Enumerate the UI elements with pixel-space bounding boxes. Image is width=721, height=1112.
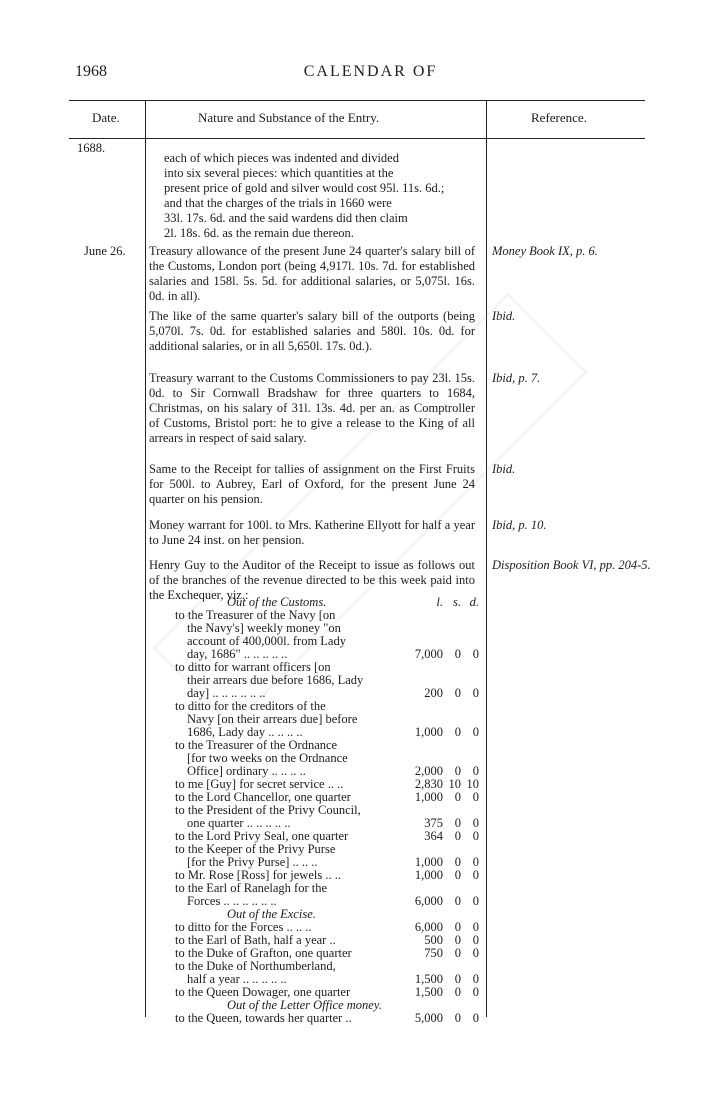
amount-d: 0 [472, 1011, 479, 1025]
payment-amount [397, 726, 479, 739]
payment-description-line: to the Queen Dowager, one quarter [175, 985, 351, 999]
payment-unit-headers [397, 596, 479, 609]
payment-description-line: to the Keeper of the Privy Purse [175, 842, 336, 856]
amount-l: 375 [424, 816, 443, 830]
amount-d: 0 [472, 764, 479, 778]
header-rule [69, 138, 645, 139]
payment-row [175, 843, 479, 869]
unit-header: d. [469, 595, 479, 609]
amount-s: 0 [454, 933, 461, 947]
amount-d: 0 [472, 855, 479, 869]
amount-s: 0 [454, 686, 461, 700]
payment-description-line: Forces .. .. .. .. .. .. [187, 894, 277, 908]
year-label: 1688. [77, 141, 106, 155]
reference-column-header: Reference. [531, 110, 587, 125]
continuation-line: each of which pieces was indented and divided [164, 151, 399, 165]
amount-s: 0 [454, 764, 461, 778]
payment-description-line: [for the Privy Purse] .. .. .. [187, 855, 318, 869]
substance-column-header: Nature and Substance of the Entry. [198, 110, 380, 125]
payment-description-line: account of 400,000l. from Lady [187, 634, 346, 648]
payment-row [175, 960, 479, 986]
payment-description-line: to the Treasurer of the Navy [on [175, 608, 336, 622]
payment-description [175, 882, 397, 908]
amount-s: 0 [454, 829, 461, 843]
amount-d: 0 [472, 985, 479, 999]
payment-row [175, 700, 479, 739]
payment-description-line: one quarter .. .. .. .. .. [187, 816, 291, 830]
payment-amount [397, 791, 479, 804]
amount-l: 750 [424, 946, 443, 960]
continuation-line: into six several pieces: which quantities at the [164, 166, 394, 180]
entry-date: June 26. [84, 244, 126, 258]
payment-description-line: their arrears due before 1686, Lady [187, 673, 364, 687]
amount-d: 0 [472, 686, 479, 700]
payment-description [175, 960, 397, 986]
amount-d: 0 [472, 946, 479, 960]
entry-text: Treasury allowance of the present June 24 quarter's salary bill of the Customs, London port (being 4,917l. 10s. 7d. for established salaries and 158l. 5s. 5d. for additional salaries, or 5,075l. 16s. 0d. in all). [149, 244, 475, 303]
payment-description-line: to me [Guy] for secret service .. .. [175, 777, 344, 791]
payment-description-line: to the President of the Privy Council, [175, 803, 361, 817]
amount-s: 0 [454, 920, 461, 934]
payment-description-line: to the Lord Chancellor, one quarter [175, 790, 351, 804]
entry-reference: Ibid, p. 7. [492, 371, 541, 385]
payment-amount [397, 687, 479, 700]
amount-s: 10 [448, 777, 461, 791]
amount-d: 0 [472, 894, 479, 908]
payment-row [175, 609, 479, 661]
amount-d: 0 [472, 790, 479, 804]
amount-l: 6,000 [414, 920, 443, 934]
amount-l: 1,000 [414, 868, 443, 882]
amount-l: 364 [424, 829, 443, 843]
payment-description-line: Navy [on their arrears due] before [187, 712, 358, 726]
payment-description-line: to the Duke of Northumberland, [175, 959, 336, 973]
amount-l: 5,000 [414, 1011, 443, 1025]
continuation-paragraph [164, 151, 475, 241]
payment-description [175, 843, 397, 869]
amount-s: 0 [454, 1011, 461, 1025]
payment-description-line: to ditto for warrant officers [on [175, 660, 331, 674]
payment-amount [397, 947, 479, 960]
amount-s: 0 [454, 946, 461, 960]
amount-s: 0 [454, 868, 461, 882]
payment-section-title: Out of the Letter Office money. [227, 998, 382, 1012]
entry-reference: Ibid. [492, 462, 516, 476]
amount-d: 0 [472, 647, 479, 661]
payment-amount [397, 895, 479, 908]
amount-d: 0 [472, 829, 479, 843]
payment-row [175, 882, 479, 908]
amount-s: 0 [454, 647, 461, 661]
amount-l: 1,000 [414, 725, 443, 739]
payment-description-line: half a year .. .. .. .. .. [187, 972, 287, 986]
running-title: CALENDAR OF [303, 63, 438, 80]
payment-row [175, 1012, 479, 1025]
payment-description-line: 1686, Lady day .. .. .. .. [187, 725, 303, 739]
payment-description-line: Office] ordinary .. .. .. .. [187, 764, 306, 778]
top-rule [69, 100, 645, 101]
payment-description-line: to the Treasurer of the Ordnance [175, 738, 338, 752]
payment-description-line: day] .. .. .. .. .. .. [187, 686, 266, 700]
payments-table [175, 596, 479, 1025]
payment-description-line: day, 1686" .. .. .. .. .. [187, 647, 288, 661]
entry-reference: Ibid. [492, 309, 516, 323]
entry-text: Money warrant for 100l. to Mrs. Katherine Ellyott for half a year to June 24 inst. on her pension. [149, 518, 475, 547]
amount-d: 0 [472, 920, 479, 934]
payment-description [175, 1012, 397, 1025]
amount-s: 0 [454, 894, 461, 908]
amount-s: 0 [454, 855, 461, 869]
amount-d: 10 [466, 777, 479, 791]
payment-description-line: to the Duke of Grafton, one quarter [175, 946, 352, 960]
amount-s: 0 [454, 972, 461, 986]
entry-reference: Disposition Book VI, pp. 204-5. [492, 558, 651, 572]
payment-description [175, 661, 397, 700]
amount-d: 0 [472, 868, 479, 882]
entry-text: Same to the Receipt for tallies of assignment on the First Fruits for 500l. to Aubrey, Earl of Oxford, for the present June 24 quarter on his pension. [149, 462, 475, 506]
continuation-line: 2l. 18s. 6d. as the remain due thereon. [164, 226, 354, 240]
payment-amount [397, 648, 479, 661]
unit-header: s. [453, 595, 461, 609]
entry-text: Treasury warrant to the Customs Commissioners to pay 23l. 15s. 0d. to Sir Cornwall Bradshaw for three quarters to 1684, Christmas, on his salary of 31l. 13s. 4d. per an. as Comptroller of Customs, Bristol port: he to give a release to the King of all arrears in respect of said salary. [149, 371, 475, 445]
entry-text: Henry Guy to the Auditor of the Receipt to issue as follows out of the branches of the revenue directed to be this week paid into the Exchequer, viz.: [149, 558, 475, 602]
payment-description-line: to the Queen, towards her quarter .. [175, 1011, 352, 1025]
amount-s: 0 [454, 985, 461, 999]
payment-amount [397, 869, 479, 882]
payment-section-title: Out of the Customs. [227, 595, 327, 609]
payment-row [175, 739, 479, 778]
payment-amount [397, 986, 479, 999]
continuation-line: and that the charges of the trials in 1660 were [164, 196, 392, 210]
payment-amount [397, 1012, 479, 1025]
entry-reference: Money Book IX, p. 6. [492, 244, 598, 258]
amount-d: 0 [472, 816, 479, 830]
payment-row [175, 804, 479, 830]
payment-description-line: to Mr. Rose [Ross] for jewels .. .. [175, 868, 341, 882]
payment-section-title: Out of the Excise. [227, 907, 316, 921]
entry-reference: Ibid, p. 10. [492, 518, 547, 532]
amount-l: 1,500 [414, 985, 443, 999]
payment-description-line: [for two weeks on the Ordnance [187, 751, 348, 765]
payment-description-line: to the Earl of Bath, half a year .. [175, 933, 336, 947]
amount-d: 0 [472, 725, 479, 739]
entry-text: The like of the same quarter's salary bill of the outports (being 5,070l. 7s. 0d. for established salaries and 580l. 10s. 0d. for additional salaries, or in all 5,650l. 17s. 0d.). [149, 309, 475, 353]
amount-l: 2,830 [414, 777, 443, 791]
payment-description-line: to ditto for the creditors of the [175, 699, 326, 713]
payment-description [175, 609, 397, 661]
amount-l: 2,000 [414, 764, 443, 778]
payment-description [175, 739, 397, 778]
payment-description [175, 700, 397, 739]
amount-l: 1,500 [414, 972, 443, 986]
date-column-header: Date. [92, 110, 120, 125]
amount-l: 200 [424, 686, 443, 700]
amount-l: 500 [424, 933, 443, 947]
payment-description-line: the Navy's] weekly money "on [187, 621, 341, 635]
continuation-line: 33l. 17s. 6d. and the said wardens did then claim [164, 211, 408, 225]
amount-l: 1,000 [414, 855, 443, 869]
amount-s: 0 [454, 816, 461, 830]
unit-header: l. [436, 595, 443, 609]
payment-description-line: to the Lord Privy Seal, one quarter [175, 829, 349, 843]
amount-l: 1,000 [414, 790, 443, 804]
amount-d: 0 [472, 933, 479, 947]
continuation-line: present price of gold and silver would cost 95l. 11s. 6d.; [164, 181, 445, 195]
amount-l: 7,000 [414, 647, 443, 661]
payment-amount [397, 830, 479, 843]
amount-s: 0 [454, 790, 461, 804]
amount-l: 6,000 [414, 894, 443, 908]
payment-description-line: to the Earl of Ranelagh for the [175, 881, 328, 895]
payment-description [175, 804, 397, 830]
amount-d: 0 [472, 972, 479, 986]
amount-s: 0 [454, 725, 461, 739]
page-number: 1968 [75, 63, 107, 80]
payment-row [175, 661, 479, 700]
payment-description-line: to ditto for the Forces .. .. .. [175, 920, 312, 934]
